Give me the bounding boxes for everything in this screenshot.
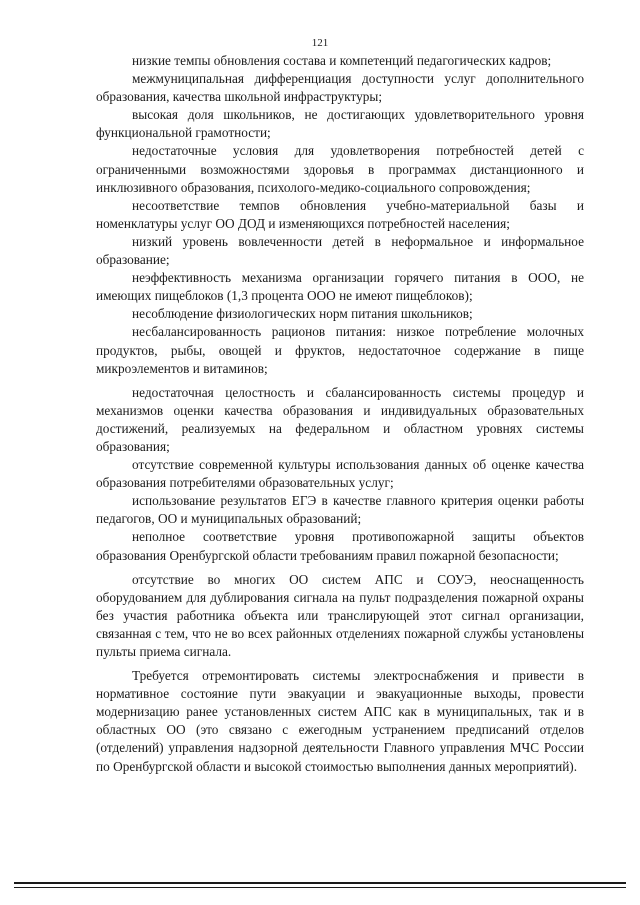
paragraph-5: несоответствие темпов обновления учебно-материальной базы и номенклатуры услуг ОО ДОД и изменяющихся потребностей населения;	[96, 197, 584, 231]
paragraph-12: использование результатов ЕГЭ в качестве главного критерия оценки работы педагогов, ОО и муниципальных образований;	[96, 493, 584, 527]
paragraph-13: неполное соответствие уровня противопожарной защиты объектов образования Оренбургской области требованиям правил пожарной безопасности;	[96, 529, 584, 563]
paragraph-7: неэффективность механизма организации горячего питания в ООО, не имеющих пищеблоков (1,3 процента ООО не имеют пищеблоков);	[96, 270, 584, 304]
paragraph-10: недостаточная целостность и сбалансированность системы процедур и механизмов оценки качества образования и индивидуальных образовательных достижений, реализуемых на федеральном и областном уровнях системы образования;	[96, 384, 584, 454]
paragraph-2: межмуниципальная дифференциация доступности услуг дополнительного образования, качества школьной инфраструктуры;	[96, 71, 584, 105]
paragraph-4: недостаточные условия для удовлетворения потребностей детей с ограниченными возможностями здоровья в программах дистанционного и инклюзивного образования, психолого-медико-социального сопровождения;	[96, 143, 584, 195]
paragraph-6: низкий уровень вовлеченности детей в неформальное и информальное образование;	[96, 233, 584, 268]
page-number: 121	[311, 37, 329, 49]
paragraph-15: Требуется отремонтировать системы электроснабжения и привести в нормативное состояние пути эвакуации и эвакуационные выходы, провести модернизацию ранее установленных систем АПС как в муниципальных, так и в областных ОО (это связано с ежегодным устранением предписаний отделов (отделений) управления надзорной деятельности Главного управления МЧС России по Оренбургской области и высокой стоимостью выполнения данных мероприятий).	[96, 668, 584, 774]
paragraph-11: отсутствие современной культуры использования данных об оценке качества образования потребителями образовательных услуг;	[96, 457, 584, 491]
footer-rule-thick	[14, 882, 626, 884]
paragraph-8: несоблюдение физиологических норм питания школьников;	[132, 306, 473, 322]
paragraph-3: высокая доля школьников, не достигающих удовлетворительного уровня функциональной грамотности;	[96, 107, 584, 141]
document-body	[96, 52, 584, 776]
paragraph-1: низкие темпы обновления состава и компетенций педагогических кадров;	[132, 53, 552, 68]
paragraph-9: несбалансированность рационов питания: низкое потребление молочных продуктов, рыбы, овощей и фруктов, недостаточное содержание в пище микроэлементов и витаминов;	[96, 324, 584, 376]
paragraph-14: отсутствие во многих ОО систем АПС и СОУЭ, неоснащенность оборудованием для дублирования сигнала на пульт подразделения пожарной охраны без участия работника объекта или транслирующей этот сигнал организации, связанная с тем, что не во всех районных отделениях пожарной службы установлены пульты приема сигнала.	[96, 571, 584, 659]
footer-rule-thin	[14, 887, 626, 888]
